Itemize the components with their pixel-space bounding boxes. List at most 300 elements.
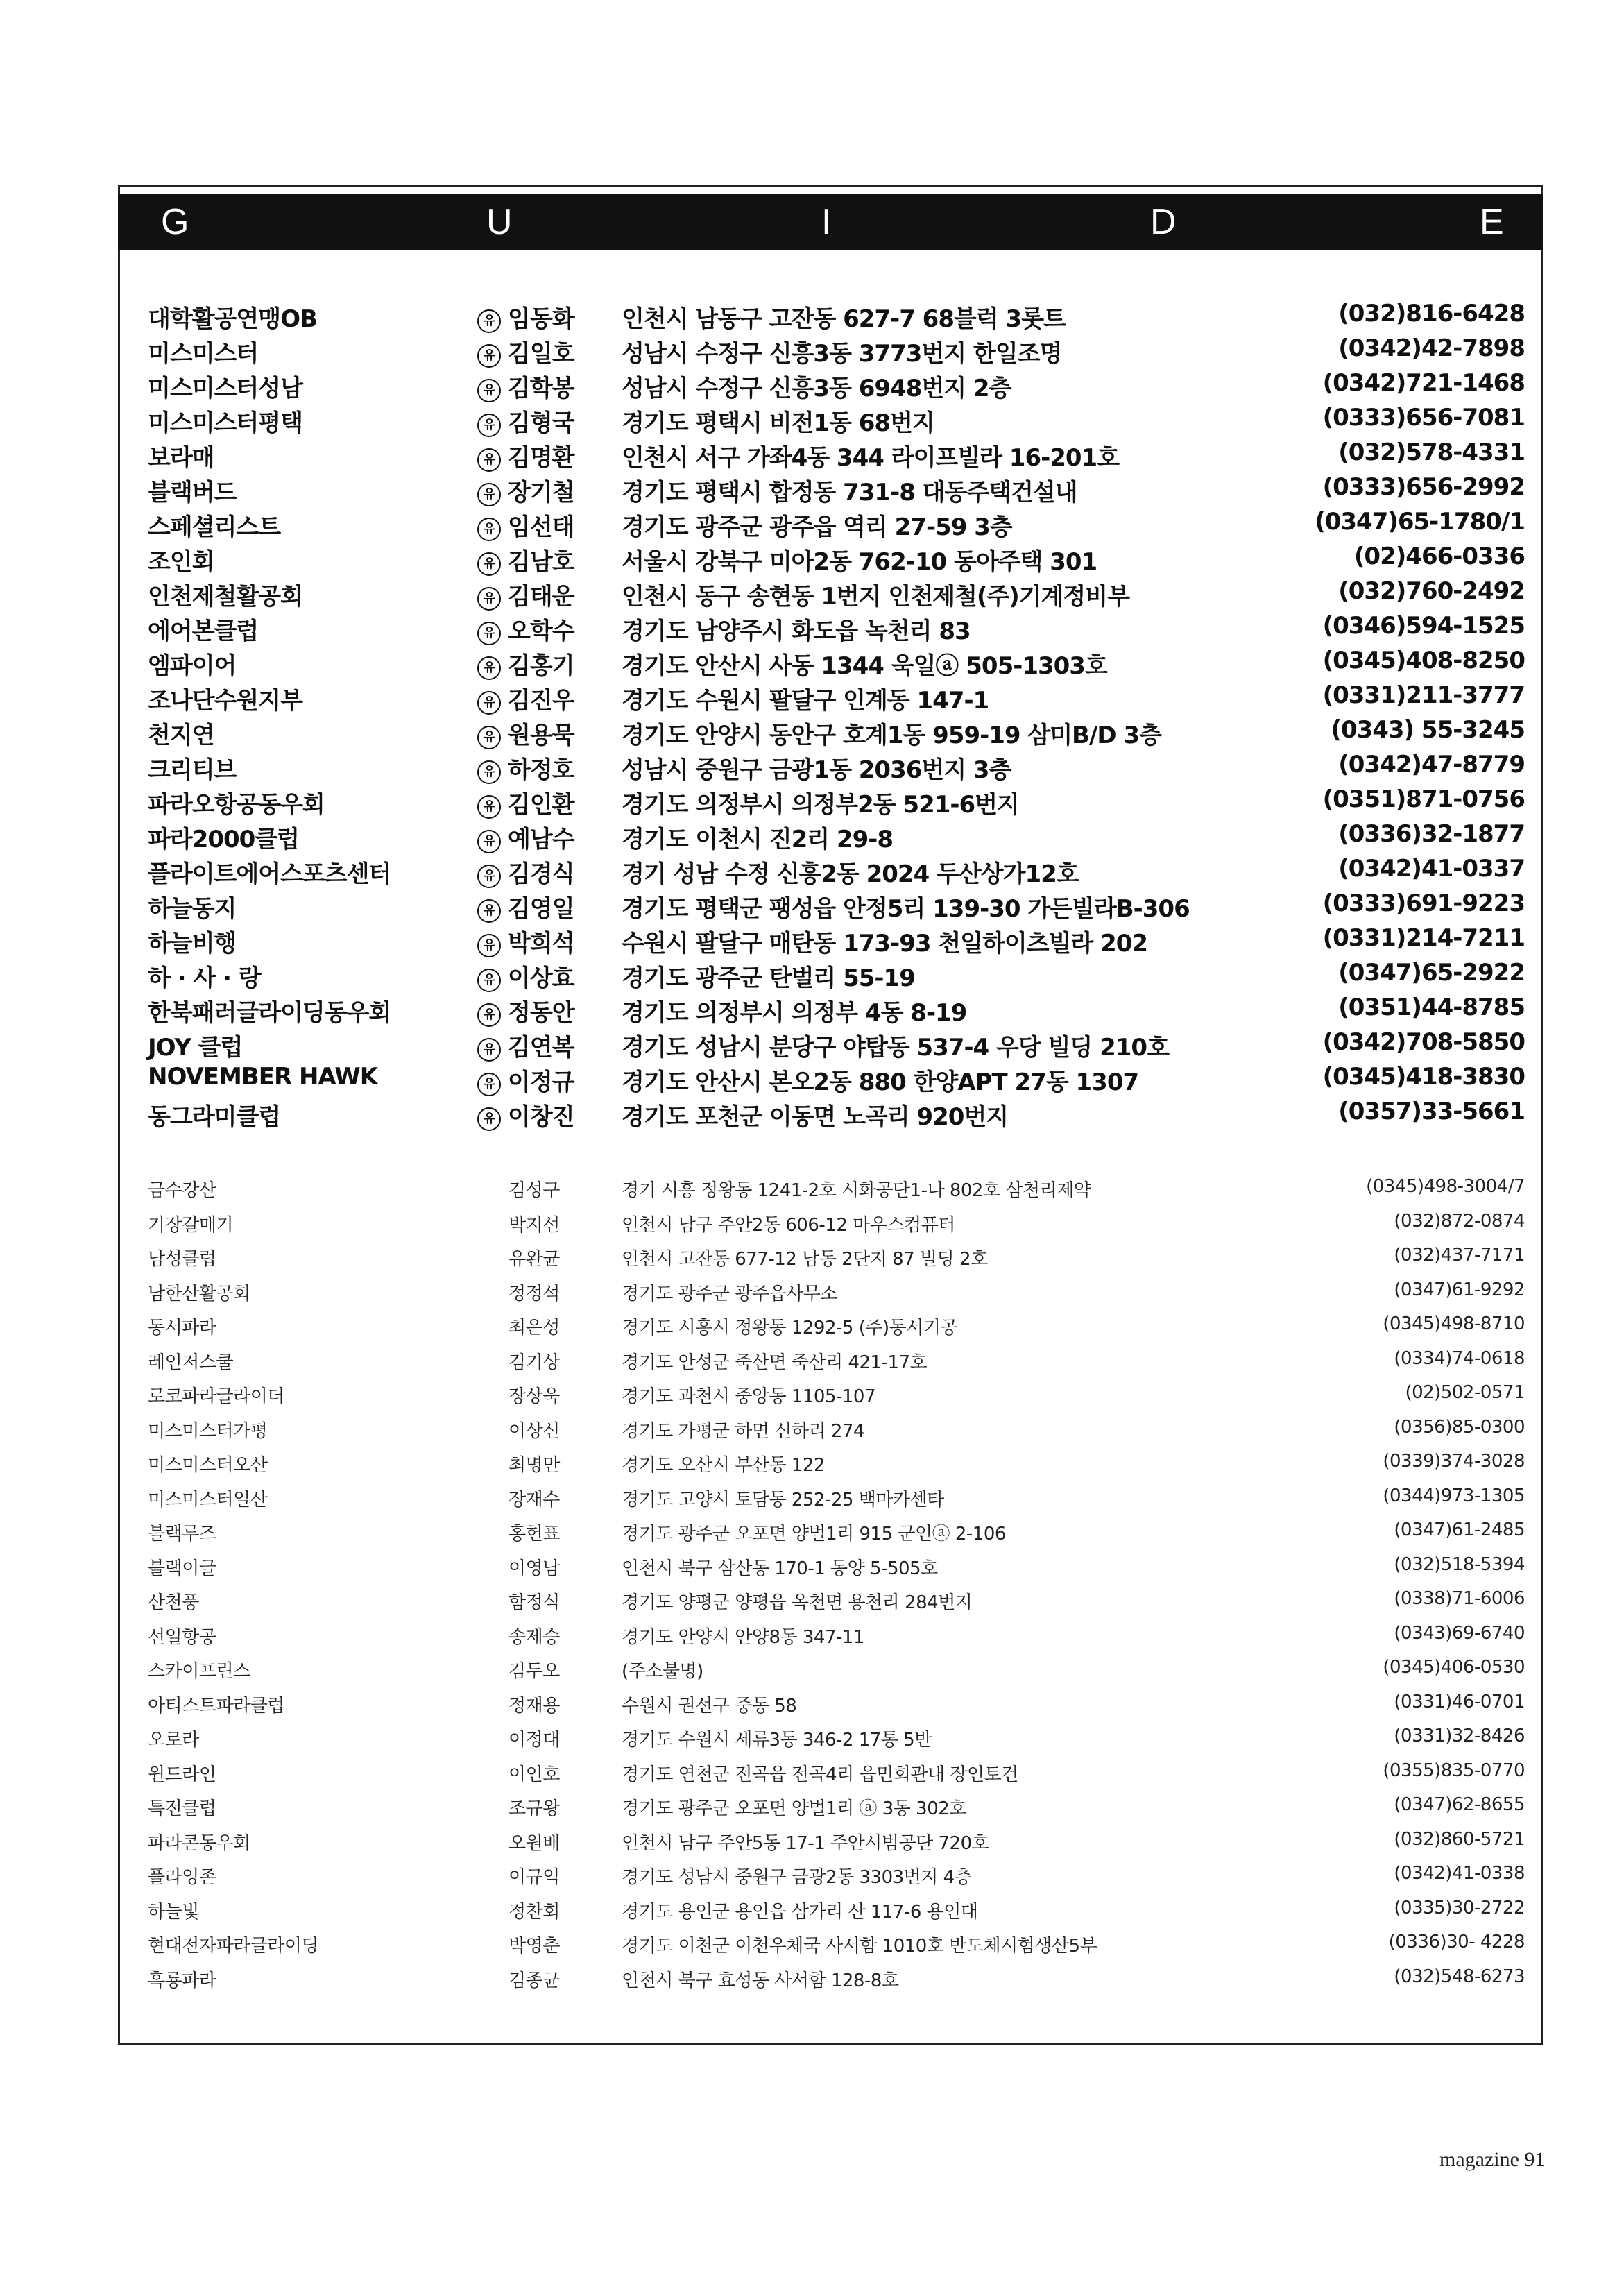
club-name: 한북패러글라이딩동우회 — [148, 999, 391, 1027]
president-name: 하정호 — [508, 756, 574, 784]
club-president — [508, 1760, 560, 1786]
club-phone: (02)502-0571 — [1405, 1382, 1525, 1403]
header-letter-e: E — [1480, 202, 1504, 242]
president-name: 최명만 — [508, 1455, 560, 1476]
club-president — [477, 438, 574, 472]
club-name: 미스미스터가평 — [148, 1420, 268, 1442]
club-name: 현대전자파라글라이딩 — [148, 1936, 319, 1957]
club-row — [148, 1657, 1525, 1692]
club-address: 경기도 이천시 진2리 29-8 — [622, 826, 894, 853]
club-phone: (0331)211-3777 — [1322, 681, 1525, 709]
club-row — [148, 543, 1525, 577]
club-president — [508, 1348, 560, 1374]
club-row — [148, 1382, 1525, 1417]
club-president — [477, 1028, 574, 1062]
club-address: 경기도 고양시 토담동 252-25 백마카센타 — [622, 1489, 944, 1510]
club-row — [148, 1451, 1525, 1485]
club-address: 인천시 남구 주안5동 17-1 주안시범공단 720호 — [622, 1832, 989, 1854]
club-address: 인천시 동구 송현동 1번지 인천제철(주)기계정비부 — [622, 583, 1129, 611]
president-name: 임선태 — [508, 513, 574, 541]
club-name: 미스미스터 — [148, 340, 259, 368]
club-address: 성남시 중원구 금광1동 2036번지 3층 — [622, 756, 1011, 784]
club-phone: (0345)498-3004/7 — [1366, 1176, 1525, 1197]
club-row — [148, 1966, 1525, 2001]
club-row — [148, 1794, 1525, 1829]
president-marker-icon: 유 — [477, 309, 501, 333]
president-name: 임동화 — [508, 305, 574, 333]
club-row — [148, 612, 1525, 647]
club-address: 경기도 포천군 이동면 노곡리 920번지 — [622, 1103, 1009, 1131]
club-row — [148, 889, 1525, 924]
club-name: 특전클럽 — [148, 1798, 216, 1819]
header-letter-g: G — [161, 202, 189, 242]
president-name: 오학수 — [508, 618, 574, 645]
president-name: 이규익 — [508, 1867, 560, 1888]
club-name: 하늘비행 — [148, 930, 237, 957]
club-address: (주소불명) — [622, 1661, 703, 1682]
president-name: 김성구 — [508, 1180, 560, 1201]
president-name: 김영일 — [508, 895, 574, 923]
club-name: 블랙버드 — [148, 479, 237, 506]
president-name: 김경식 — [508, 860, 574, 888]
president-marker-icon: 유 — [477, 865, 501, 888]
club-address: 경기도 연천군 전곡읍 전곡4리 읍민회관내 장인토건 — [622, 1764, 1018, 1785]
president-name: 김두오 — [508, 1661, 560, 1682]
president-name: 이정규 — [508, 1068, 574, 1096]
club-phone: (0342)41-0337 — [1338, 855, 1525, 883]
club-president — [477, 959, 574, 993]
club-president — [508, 1211, 560, 1236]
club-name: 금수강산 — [148, 1180, 216, 1201]
club-president — [477, 404, 574, 438]
club-president — [508, 1279, 560, 1305]
president-name: 김연복 — [508, 1034, 574, 1062]
club-address: 경기도 광주군 오포면 양벌1리 ⓐ 3동 302호 — [622, 1798, 966, 1819]
club-address: 경기도 광주군 오포면 양벌1리 915 군인ⓐ 2-106 — [622, 1524, 1006, 1544]
president-marker-icon: 유 — [477, 587, 501, 611]
club-address: 경기도 평택시 비전1동 68번지 — [622, 409, 934, 437]
club-address: 성남시 수정구 신흥3동 6948번지 2층 — [622, 375, 1011, 402]
president-marker-icon: 유 — [477, 934, 501, 957]
club-name: 파라2000클럽 — [148, 826, 300, 853]
club-name: 기장갈매기 — [148, 1214, 234, 1236]
header-letter-i: I — [821, 202, 832, 242]
club-name: 보라매 — [148, 444, 214, 472]
president-marker-icon: 유 — [477, 622, 501, 645]
club-address: 경기도 의정부시 의정부2동 521-6번지 — [622, 791, 1019, 819]
club-phone: (0343) 55-3245 — [1331, 716, 1525, 744]
president-marker-icon: 유 — [477, 344, 501, 368]
club-phone: (0347)61-2485 — [1394, 1519, 1525, 1540]
club-phone: (032)518-5394 — [1394, 1553, 1525, 1575]
club-name: 에어본클럽 — [148, 618, 259, 645]
club-phone: (0333)656-7081 — [1322, 404, 1525, 432]
club-row — [148, 716, 1525, 751]
club-president — [477, 994, 574, 1028]
president-name: 김기상 — [508, 1352, 560, 1373]
club-phone: (032)872-0874 — [1394, 1210, 1525, 1232]
club-president — [508, 1623, 560, 1649]
president-name: 김일호 — [508, 340, 574, 368]
club-phone: (0351)871-0756 — [1322, 785, 1525, 813]
club-name: 파라오항공동우회 — [148, 791, 325, 819]
club-phone: (0356)85-0300 — [1394, 1416, 1525, 1438]
club-phone: (0342)721-1468 — [1322, 369, 1525, 397]
club-phone: (032)860-5721 — [1394, 1828, 1525, 1850]
club-name: 오로라 — [148, 1730, 199, 1751]
club-name: 윈드라인 — [148, 1764, 216, 1785]
club-address: 경기도 광주군 광주읍 역리 27-59 3층 — [622, 513, 1012, 541]
president-name: 장재수 — [508, 1489, 560, 1510]
club-president — [508, 1863, 560, 1889]
club-president — [477, 1098, 574, 1132]
president-name: 김인환 — [508, 791, 574, 819]
club-row — [148, 1063, 1525, 1098]
club-address: 인천시 북구 효성동 사서함 128-8호 — [622, 1970, 899, 1991]
club-row — [148, 1485, 1525, 1520]
club-name: 블랙루즈 — [148, 1524, 216, 1544]
club-address: 수원시 팔달구 매탄동 173-93 천일하이츠빌라 202 — [622, 930, 1148, 957]
president-name: 장상욱 — [508, 1386, 560, 1407]
president-marker-icon: 유 — [477, 726, 501, 749]
president-name: 박지선 — [508, 1214, 560, 1236]
club-president — [508, 1794, 560, 1820]
club-phone: (0343)69-6740 — [1394, 1622, 1525, 1644]
club-phone: (0357)33-5661 — [1338, 1098, 1525, 1125]
club-president — [508, 1588, 560, 1614]
president-name: 홍헌표 — [508, 1524, 560, 1544]
page-footer: magazine 91 — [1439, 2148, 1546, 2171]
club-name: 블랙이글 — [148, 1558, 216, 1579]
club-name: 플라이트에어스포츠센터 — [148, 860, 391, 888]
president-marker-icon: 유 — [477, 552, 501, 576]
president-name: 이창진 — [508, 1103, 574, 1131]
club-row — [148, 785, 1525, 820]
club-address: 경기도 평택군 팽성읍 안정5리 139-30 가든빌라B-306 — [622, 895, 1190, 923]
club-phone: (0347)65-1780/1 — [1315, 508, 1525, 536]
club-phone: (0342)41-0338 — [1394, 1863, 1525, 1884]
club-address: 경기도 안산시 사동 1344 욱일ⓐ 505-1303호 — [622, 652, 1107, 680]
president-name: 박영춘 — [508, 1936, 560, 1957]
club-row — [148, 1313, 1525, 1348]
club-name: 미스미스터오산 — [148, 1455, 268, 1476]
president-name: 김종균 — [508, 1970, 560, 1991]
club-name: 조인회 — [148, 548, 214, 576]
club-name: 미스미스터평택 — [148, 409, 302, 437]
club-row — [148, 751, 1525, 785]
president-name: 송제승 — [508, 1626, 560, 1648]
club-name: 흑룡파라 — [148, 1970, 216, 1991]
club-address: 인천시 남구 주안2동 606-12 마우스컴퓨터 — [622, 1214, 955, 1236]
club-phone: (02)466-0336 — [1353, 543, 1525, 570]
president-name: 장기철 — [508, 479, 574, 506]
club-row — [148, 855, 1525, 889]
club-president — [508, 1554, 560, 1580]
club-row — [148, 1863, 1525, 1898]
club-row — [148, 647, 1525, 681]
club-president — [477, 612, 574, 646]
president-marker-icon: 유 — [477, 1038, 501, 1062]
club-phone: (0338)71-6006 — [1394, 1588, 1525, 1609]
president-name: 김진우 — [508, 687, 574, 715]
president-marker-icon: 유 — [477, 795, 501, 819]
club-name: 대학활공연맹OB — [148, 305, 317, 333]
club-president — [508, 1245, 560, 1270]
club-president — [477, 1063, 574, 1097]
club-president — [508, 1485, 560, 1511]
president-name: 정동안 — [508, 999, 574, 1027]
club-row — [148, 369, 1525, 404]
primary-club-list — [148, 300, 1525, 1132]
club-address: 경기도 성남시 분당구 야탑동 537-4 우당 빌딩 210호 — [622, 1034, 1169, 1062]
president-name: 정찬회 — [508, 1901, 560, 1923]
club-address: 경기도 오산시 부산동 122 — [622, 1455, 825, 1476]
club-row — [148, 1588, 1525, 1623]
club-phone: (032)548-6273 — [1394, 1966, 1525, 1987]
president-marker-icon: 유 — [477, 1003, 501, 1027]
club-address: 경기도 용인군 용인읍 삼가리 산 117-6 용인대 — [622, 1901, 978, 1923]
president-name: 박희석 — [508, 930, 574, 957]
club-president — [477, 543, 574, 577]
club-president — [508, 1692, 560, 1717]
club-name: 인천제철활공회 — [148, 583, 302, 611]
club-name: 남한산활공회 — [148, 1283, 250, 1304]
club-row — [148, 1519, 1525, 1554]
club-name: 동그라미클럽 — [148, 1103, 281, 1131]
club-phone: (0351)44-8785 — [1338, 994, 1525, 1021]
club-row — [148, 1932, 1525, 1966]
club-phone: (0345)408-8250 — [1322, 647, 1525, 674]
club-address: 경기 시흥 정왕동 1241-2호 시화공단1-나 802호 삼천리제약 — [622, 1180, 1091, 1201]
president-marker-icon: 유 — [477, 899, 501, 923]
club-phone: (0336)32-1877 — [1338, 820, 1525, 848]
club-row — [148, 1348, 1525, 1383]
club-row — [148, 1726, 1525, 1760]
club-row — [148, 1417, 1525, 1451]
club-phone: (0347)65-2922 — [1338, 959, 1525, 987]
president-name: 김명환 — [508, 444, 574, 472]
club-phone: (032)437-7171 — [1394, 1245, 1525, 1266]
club-address: 성남시 수정구 신흥3동 3773번지 한일조명 — [622, 340, 1062, 368]
club-address: 경기도 과천시 중앙동 1105-107 — [622, 1386, 876, 1407]
club-phone: (0345)406-0530 — [1383, 1657, 1525, 1678]
club-president — [477, 334, 574, 368]
club-address: 수원시 권선구 중동 58 — [622, 1695, 797, 1717]
president-marker-icon: 유 — [477, 414, 501, 437]
club-name: 크리티브 — [148, 756, 237, 784]
club-president — [477, 751, 574, 785]
club-row — [148, 1028, 1525, 1063]
club-address: 인천시 남동구 고잔동 627-7 68블럭 3롯트 — [622, 305, 1066, 333]
club-phone: (0345)498-8710 — [1383, 1313, 1525, 1334]
club-address: 경기도 안산시 본오2동 880 한양APT 27동 1307 — [622, 1068, 1139, 1096]
club-address: 경기도 수원시 팔달구 인계동 147-1 — [622, 687, 989, 715]
club-address: 인천시 서구 가좌4동 344 라이프빌라 16-201호 — [622, 444, 1120, 472]
club-president — [508, 1176, 560, 1202]
president-name: 이영남 — [508, 1558, 560, 1579]
club-row — [148, 924, 1525, 959]
club-president — [508, 1829, 560, 1855]
club-phone: (0345)418-3830 — [1322, 1063, 1525, 1091]
club-phone: (032)816-6428 — [1338, 300, 1525, 327]
club-phone: (0331)214-7211 — [1322, 924, 1525, 952]
club-president — [508, 1313, 560, 1339]
club-president — [477, 681, 574, 715]
club-president — [477, 855, 574, 889]
club-address: 경기도 안양시 안양8동 347-11 — [622, 1626, 864, 1648]
club-row — [148, 473, 1525, 508]
club-name: NOVEMBER HAWK — [148, 1063, 378, 1091]
club-president — [477, 716, 574, 750]
club-address: 경기도 양평군 양평읍 옥천면 용천리 284번지 — [622, 1592, 973, 1613]
club-president — [508, 1417, 560, 1442]
club-row — [148, 1245, 1525, 1279]
club-row — [148, 1176, 1525, 1211]
club-name: 플라잉존 — [148, 1867, 216, 1888]
club-phone: (0331)32-8426 — [1394, 1726, 1525, 1746]
club-address: 경기도 안성군 죽산면 죽산리 421-17호 — [622, 1352, 928, 1373]
club-address: 경기도 가평군 하면 신하리 274 — [622, 1420, 864, 1442]
club-president — [477, 785, 574, 819]
president-marker-icon: 유 — [477, 1107, 501, 1131]
club-president — [508, 1519, 560, 1545]
club-president — [477, 369, 574, 403]
president-name: 원용묵 — [508, 722, 574, 749]
club-row — [148, 1098, 1525, 1132]
club-name: 스페셜리스트 — [148, 513, 281, 541]
president-marker-icon: 유 — [477, 656, 501, 680]
club-row — [148, 1898, 1525, 1932]
president-name: 함정식 — [508, 1592, 560, 1613]
club-address: 경기도 시흥시 정왕동 1292-5 (주)동서기공 — [622, 1318, 958, 1338]
club-phone: (0333)691-9223 — [1322, 889, 1525, 917]
club-name: 선일항공 — [148, 1626, 216, 1648]
club-name: 미스미스터일산 — [148, 1489, 268, 1510]
club-address: 인천시 북구 삼산동 170-1 동양 5-505호 — [622, 1558, 938, 1579]
club-phone: (0339)374-3028 — [1383, 1451, 1525, 1472]
club-row — [148, 577, 1525, 612]
club-phone: (0355)835-0770 — [1383, 1760, 1525, 1781]
club-phone: (032)578-4331 — [1338, 438, 1525, 466]
club-row — [148, 1692, 1525, 1726]
club-name: 산천풍 — [148, 1592, 199, 1613]
club-name: 엠파이어 — [148, 652, 237, 680]
club-president — [508, 1726, 560, 1751]
club-row — [148, 1760, 1525, 1795]
club-president — [477, 473, 574, 507]
president-name: 김학봉 — [508, 375, 574, 402]
club-row — [148, 1211, 1525, 1245]
club-name: 천지연 — [148, 722, 214, 749]
president-name: 이정대 — [508, 1730, 560, 1751]
club-row — [148, 820, 1525, 855]
club-president — [508, 1382, 560, 1408]
club-row — [148, 438, 1525, 473]
club-president — [508, 1451, 560, 1476]
club-phone: (0335)30-2722 — [1394, 1897, 1525, 1918]
club-address: 경기도 의정부시 의정부 4동 8-19 — [622, 999, 967, 1027]
president-marker-icon: 유 — [477, 483, 501, 506]
club-address: 서울시 강북구 미아2동 762-10 동아주택 301 — [622, 548, 1097, 576]
club-address: 경기도 광주군 탄벌리 55-19 — [622, 964, 915, 992]
club-phone: (0331)46-0701 — [1394, 1691, 1525, 1712]
club-name: 남성클럽 — [148, 1249, 216, 1270]
club-phone: (0333)656-2992 — [1322, 473, 1525, 501]
header-letter-d: D — [1150, 202, 1177, 242]
club-row — [148, 681, 1525, 716]
president-name: 정재용 — [508, 1695, 560, 1717]
club-address: 경기도 평택시 합정동 731-8 대동주택건설내 — [622, 479, 1077, 506]
club-row — [148, 508, 1525, 543]
club-phone: (0344)973-1305 — [1383, 1485, 1525, 1506]
club-name: 로코파라글라이더 — [148, 1386, 284, 1407]
club-president — [477, 889, 574, 923]
club-phone: (0336)30- 4228 — [1388, 1932, 1525, 1952]
club-name: 파라콘동우회 — [148, 1832, 250, 1854]
club-phone: (0346)594-1525 — [1322, 612, 1525, 640]
club-president — [508, 1898, 560, 1923]
club-address: 경기도 수원시 세류3동 346-2 17통 5반 — [622, 1730, 932, 1751]
president-name: 이상효 — [508, 964, 574, 992]
president-name: 유완균 — [508, 1249, 560, 1270]
president-marker-icon: 유 — [477, 830, 501, 853]
header-letter-u: U — [486, 202, 513, 242]
president-marker-icon: 유 — [477, 1073, 501, 1096]
club-name: 아티스트파라클럽 — [148, 1695, 284, 1717]
club-name: 스카이프린스 — [148, 1661, 250, 1682]
club-address: 인천시 고잔동 677-12 남동 2단지 87 빌딩 2호 — [622, 1249, 988, 1270]
club-phone: (032)760-2492 — [1338, 577, 1525, 605]
president-name: 최은성 — [508, 1318, 560, 1338]
club-phone: (0342)42-7898 — [1338, 334, 1525, 362]
club-name: 동서파라 — [148, 1318, 216, 1338]
president-name: 김홍기 — [508, 652, 574, 680]
president-marker-icon: 유 — [477, 760, 501, 784]
president-name: 조규왕 — [508, 1798, 560, 1819]
club-row — [148, 1623, 1525, 1658]
club-president — [477, 647, 574, 681]
club-name: JOY 클럽 — [148, 1034, 243, 1062]
club-address: 경기도 남양주시 화도읍 녹천리 83 — [622, 618, 971, 645]
club-row — [148, 1829, 1525, 1864]
president-name: 이인호 — [508, 1764, 560, 1785]
club-president — [508, 1932, 560, 1957]
club-row — [148, 1554, 1525, 1589]
club-phone: (0342)708-5850 — [1322, 1028, 1525, 1056]
club-address: 경기도 안양시 동안구 호계1동 959-19 삼미B/D 3층 — [622, 722, 1161, 749]
club-row — [148, 334, 1525, 369]
club-president — [477, 577, 574, 611]
guide-header-bar — [118, 194, 1543, 250]
club-address: 경기도 이천군 이천우체국 사서함 1010호 반도체시험생산5부 — [622, 1936, 1097, 1957]
president-name: 김남호 — [508, 548, 574, 576]
club-row — [148, 1279, 1525, 1314]
club-row — [148, 404, 1525, 438]
president-marker-icon: 유 — [477, 448, 501, 472]
president-marker-icon: 유 — [477, 969, 501, 992]
club-name: 하 · 사 · 랑 — [148, 964, 261, 992]
club-row — [148, 300, 1525, 334]
secondary-club-list — [148, 1176, 1525, 2000]
club-name: 하늘빛 — [148, 1901, 199, 1923]
president-marker-icon: 유 — [477, 379, 501, 402]
president-name: 김태운 — [508, 583, 574, 611]
club-name: 조나단수원지부 — [148, 687, 302, 715]
club-phone: (0347)62-8655 — [1394, 1794, 1525, 1815]
club-president — [477, 300, 574, 334]
club-name: 하늘동지 — [148, 895, 237, 923]
club-phone: (0334)74-0618 — [1394, 1347, 1525, 1369]
